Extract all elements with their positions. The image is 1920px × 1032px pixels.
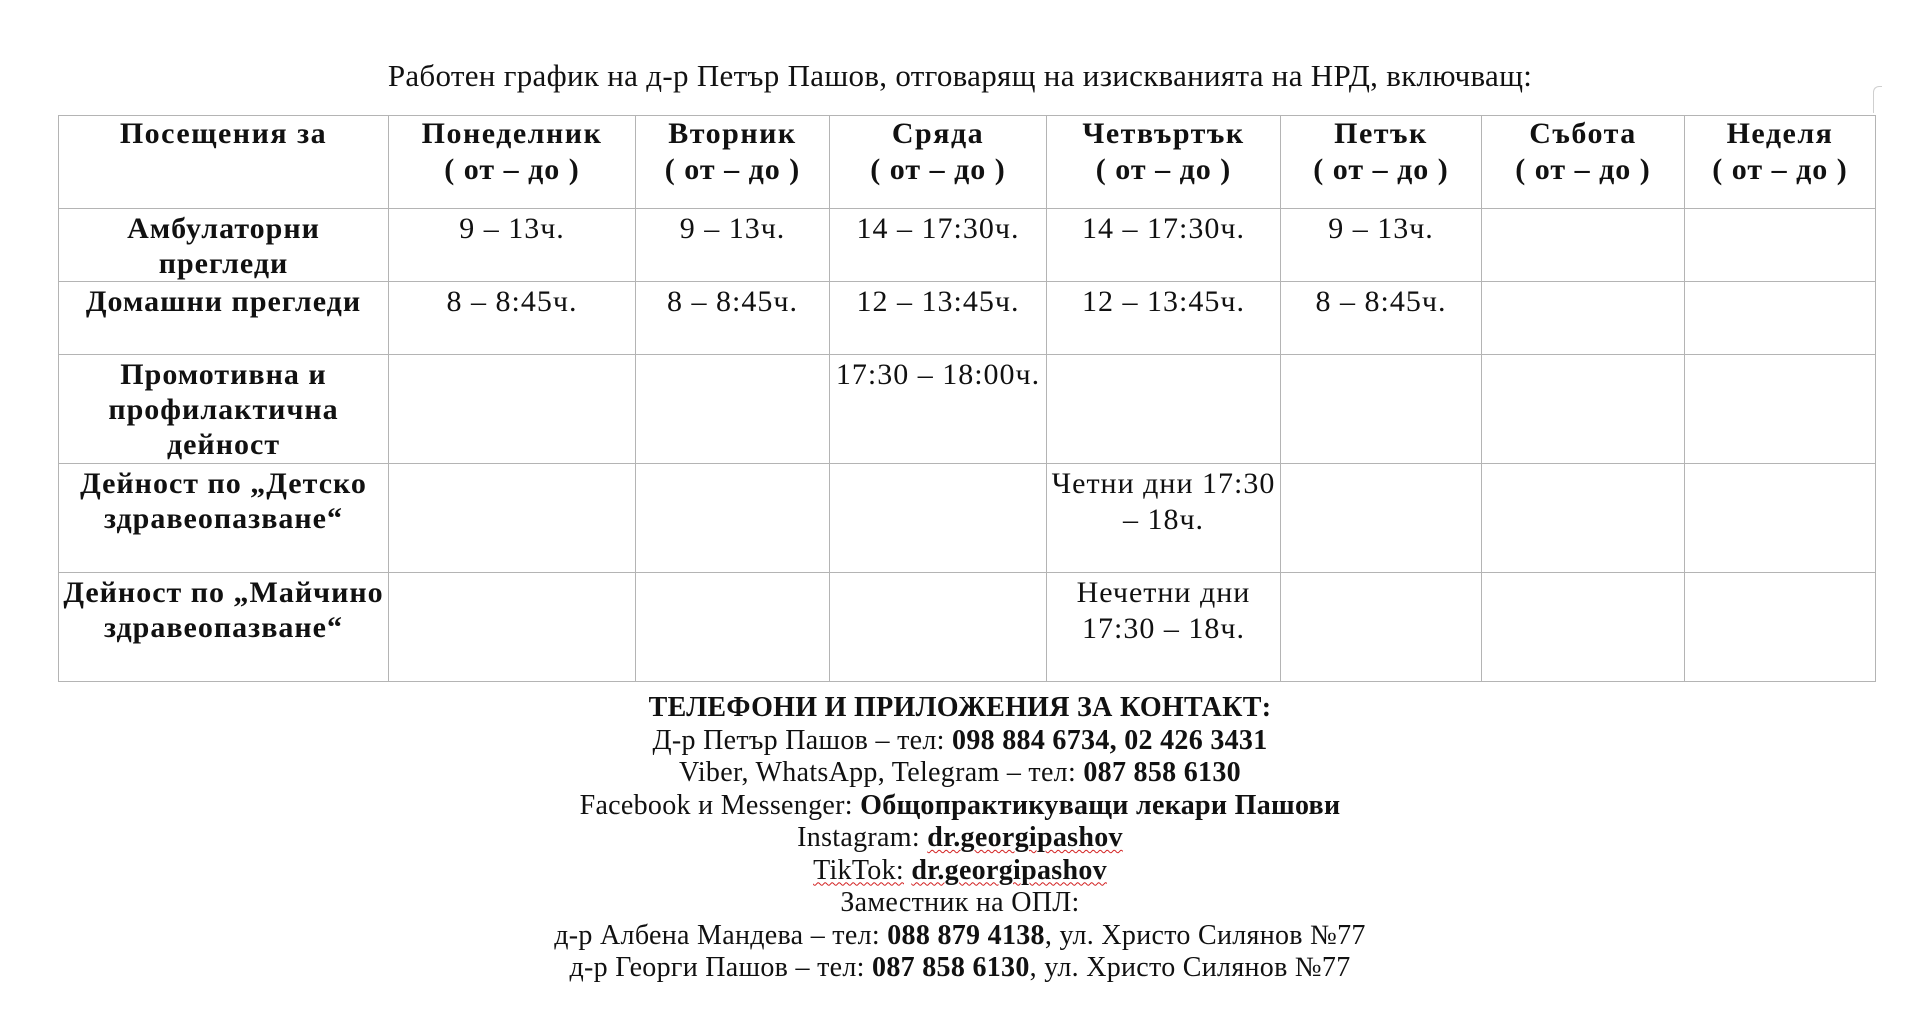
- header-range: ( от – до ): [444, 153, 580, 186]
- table-cell: 8 – 8:45ч.: [1281, 282, 1482, 355]
- header-label: Понеделник: [421, 117, 603, 150]
- header-tuesday: [636, 116, 830, 209]
- doctor-phone-line: [0, 725, 1920, 758]
- table-cell: 12 – 13:45ч.: [830, 282, 1047, 355]
- table-row: [59, 573, 1876, 682]
- table-cell: [1685, 209, 1876, 282]
- deputy-2-address: , ул. Христо Силянов №77: [1029, 952, 1351, 983]
- table-cell: [1482, 464, 1685, 573]
- contacts-heading-text: ТЕЛЕФОНИ И ПРИЛОЖЕНИЯ ЗА КОНТАКТ:: [648, 692, 1272, 723]
- header-range: ( от – до ): [1095, 153, 1232, 186]
- deputy-1-line: [0, 920, 1920, 953]
- table-cell: 9 – 13ч.: [389, 209, 636, 282]
- table-cell: [389, 573, 636, 682]
- row-label: Дейност по „Детско здравеопазване“: [59, 464, 389, 573]
- table-cell: 12 – 13:45ч.: [1047, 282, 1281, 355]
- contact-block: [0, 692, 1920, 985]
- table-cell: 9 – 13ч.: [636, 209, 830, 282]
- table-cell: [1482, 282, 1685, 355]
- doctor-phones: 098 884 6734, 02 426 3431: [952, 724, 1268, 756]
- header-saturday: [1482, 116, 1685, 209]
- table-cell: 9 – 13ч.: [1281, 209, 1482, 282]
- table-row: [59, 209, 1876, 282]
- table-cell: [389, 464, 636, 573]
- table-cell: 14 – 17:30ч.: [830, 209, 1047, 282]
- header-label: Четвъртък: [1082, 117, 1245, 150]
- table-cell: [1047, 355, 1281, 464]
- page-title: Работен график на д-р Петър Пашов, отговарящ на изискванията на НРД, включващ:: [387, 58, 1533, 93]
- header-label: Неделя: [1726, 117, 1834, 150]
- instagram-label: Instagram:: [797, 822, 920, 853]
- tiktok-value: dr.georgipashov: [911, 854, 1107, 886]
- table-row: [59, 282, 1876, 355]
- row-label: Промотивна и профилактична дейност: [59, 355, 389, 464]
- table-cell: [636, 355, 830, 464]
- deputy-2-line: [0, 952, 1920, 985]
- table-cell: [830, 464, 1047, 573]
- table-row: [59, 355, 1876, 464]
- table-cell: Четни дни 17:30 – 18ч.: [1047, 464, 1281, 573]
- table-cell: [830, 573, 1047, 682]
- header-label: Петък: [1334, 117, 1428, 150]
- table-cell: 8 – 8:45ч.: [636, 282, 830, 355]
- header-friday: [1281, 116, 1482, 209]
- row-label: Дейност по „Майчино здравеопазване“: [59, 573, 389, 682]
- table-cell: [1482, 209, 1685, 282]
- deputy-2-name: д-р Георги Пашов – тел:: [569, 952, 865, 983]
- deputy-1-name: д-р Албена Мандева – тел:: [554, 919, 880, 951]
- header-sunday: [1685, 116, 1876, 209]
- table-cell: 17:30 – 18:00ч.: [830, 355, 1047, 464]
- messengers-line: [0, 757, 1920, 790]
- facebook-label: Facebook и Messenger:: [579, 789, 853, 821]
- table-row: [59, 464, 1876, 573]
- header-wednesday: [830, 116, 1047, 209]
- table-cell: [1482, 573, 1685, 682]
- tiktok-label: TikTok:: [813, 854, 904, 886]
- table-cell: [1281, 464, 1482, 573]
- facebook-line: [0, 790, 1920, 823]
- table-cell: [636, 464, 830, 573]
- deputy-1-phone: 088 879 4138: [887, 919, 1045, 951]
- facebook-value: Общопрактикуващи лекари Пашови: [860, 789, 1341, 821]
- table-cell: [1685, 355, 1876, 464]
- header-visits: [59, 116, 389, 209]
- deputy-2-phone: 087 858 6130: [872, 952, 1030, 983]
- instagram-value: dr.georgipashov: [927, 822, 1123, 853]
- header-range: ( от – до ): [1515, 153, 1651, 186]
- header-label: Вторник: [668, 117, 797, 150]
- instagram-line: [0, 822, 1920, 855]
- deputy-1-address: , ул. Христо Силянов №77: [1044, 919, 1366, 951]
- table-cell: [1281, 573, 1482, 682]
- header-range: ( от – до ): [664, 153, 801, 186]
- table-cell: Нечетни дни 17:30 – 18ч.: [1047, 573, 1281, 682]
- table-cell: 14 – 17:30ч.: [1047, 209, 1281, 282]
- header-label: Събота: [1529, 117, 1637, 150]
- table-cell: [1482, 355, 1685, 464]
- table-cell: [1685, 282, 1876, 355]
- contacts-heading: [0, 692, 1920, 725]
- table-cell: [636, 573, 830, 682]
- tiktok-line: [0, 855, 1920, 888]
- header-range: ( от – до ): [1313, 153, 1449, 186]
- page-corner-mark: [1873, 86, 1882, 113]
- schedule-table: [58, 115, 1876, 682]
- doctor-label: Д-р Петър Пашов – тел:: [652, 724, 945, 756]
- table-cell: [1685, 464, 1876, 573]
- table-header-row: [59, 116, 1876, 209]
- table-cell: [1685, 573, 1876, 682]
- messengers-phone: 087 858 6130: [1083, 757, 1241, 788]
- table-cell: [1281, 355, 1482, 464]
- row-label: Домашни прегледи: [59, 282, 389, 355]
- header-range: ( от – до ): [870, 153, 1006, 186]
- header-label: Сряда: [891, 117, 985, 150]
- messengers-label: Viber, WhatsApp, Telegram – тел:: [679, 757, 1077, 788]
- header-thursday: [1047, 116, 1281, 209]
- header-monday: [389, 116, 636, 209]
- table-cell: [389, 355, 636, 464]
- deputy-heading: Заместник на ОПЛ:: [840, 887, 1080, 918]
- row-label: Амбулаторни прегледи: [59, 209, 389, 282]
- header-range: ( от – до ): [1712, 153, 1848, 186]
- table-cell: 8 – 8:45ч.: [389, 282, 636, 355]
- header-label: Посещения за: [119, 117, 328, 150]
